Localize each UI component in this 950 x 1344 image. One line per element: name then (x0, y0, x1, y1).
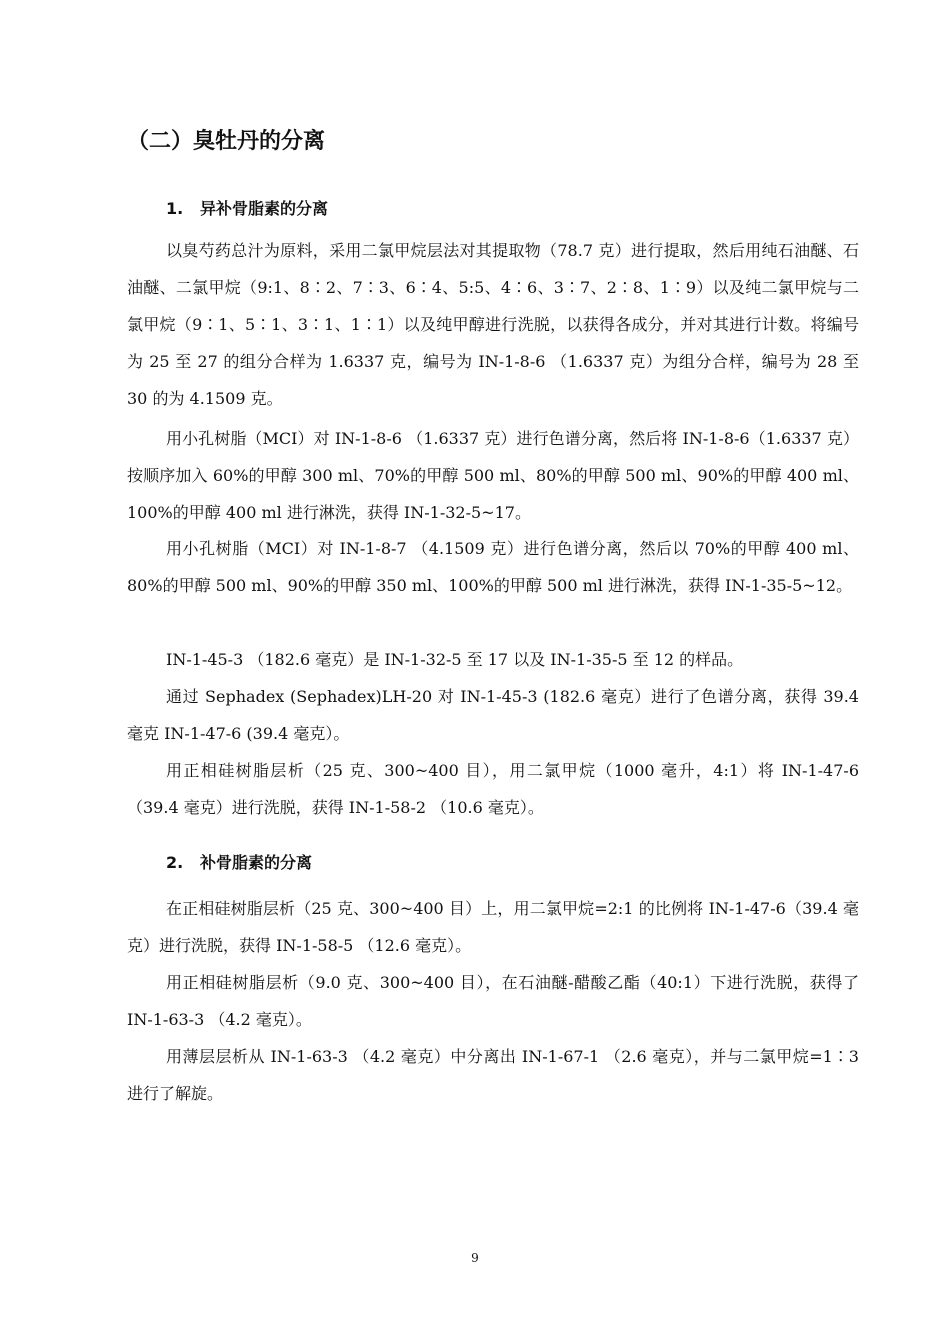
paragraph: IN-1-45-3 （182.6 毫克）是 IN-1-32-5 至 17 以及 IN-1-35-5 至 12 的样品。 (166, 650, 744, 669)
section-title: （二）臭牡丹的分离 (127, 129, 326, 154)
subsection-heading-2 (166, 851, 312, 875)
paragraph: 用小孔树脂（MCI）对 IN-1-8-7 （4.1509 克）进行色谱分离，然后以 70%的甲醇 400 ml、80%的甲醇 500 ml、90%的甲醇 350 ml、100%的甲醇 500 ml 进行淋洗，获得 IN-1-35-5~12。 (127, 539, 859, 595)
subsection-number: 2. (166, 853, 184, 872)
paragraph: 用小孔树脂（MCI）对 IN-1-8-6 （1.6337 克）进行色谱分离，然后将 IN-1-8-6（1.6337 克）按顺序加入 60%的甲醇 300 ml、70%的甲醇 500 ml、80%的甲醇 500 ml、90%的甲醇 400 ml、100%的甲醇 400 ml 进行淋洗，获得 IN-1-32-5~17。 (127, 429, 859, 522)
paragraph: 在正相硅树脂层析（25 克、300~400 目）上，用二氯甲烷=2:1 的比例将 IN-1-47-6（39.4 毫克）进行洗脱，获得 IN-1-58-5 （12.6 毫克）。 (127, 899, 859, 955)
paragraph: 用正相硅树脂层析（9.0 克、300~400 目），在石油醚-醋酸乙酯（40:1）下进行洗脱，获得了 IN-1-63-3 （4.2 毫克）。 (127, 973, 859, 1029)
paragraph: 用正相硅树脂层析（25 克、300~400 目），用二氯甲烷（1000 毫升，4:1）将 IN-1-47-6 （39.4 毫克）进行洗脱，获得 IN-1-58-2 （10.6 毫克）。 (127, 761, 859, 817)
paragraph: 以臭芍药总汁为原料，采用二氯甲烷层法对其提取物（78.7 克）进行提取，然后用纯石油醚、石油醚、二氯甲烷（9:1、8∶2、7∶3、6∶4、5:5、4∶6、3∶7、2∶8、1∶9）以及纯二氯甲烷与二氯甲烷（9∶1、5∶1、3∶1、1∶1）以及纯甲醇进行洗脱，以获得各成分，并对其进行计数。将编号为 25 至 27 的组分合样为 1.6337 克，编号为 IN-1-8-6 （1.6337 克）为组分合样，编号为 28 至 30 的为 4.1509 克。 (127, 241, 859, 408)
subsection-title: 补骨脂素的分离 (200, 853, 313, 872)
subsection-title: 异补骨脂素的分离 (200, 199, 329, 218)
subsection-heading-1 (166, 197, 328, 221)
subsection-number: 1. (166, 199, 184, 218)
paragraph: 用薄层层析从 IN-1-63-3 （4.2 毫克）中分离出 IN-1-67-1 （2.6 毫克），并与二氯甲烷=1∶3 进行了解旋。 (127, 1047, 859, 1103)
paragraph: 通过 Sephadex (Sephadex)LH-20 对 IN-1-45-3 (182.6 毫克）进行了色谱分离，获得 39.4 毫克 IN-1-47-6 (39.4 毫克）。 (127, 687, 859, 743)
page-number: 9 (471, 1251, 479, 1265)
